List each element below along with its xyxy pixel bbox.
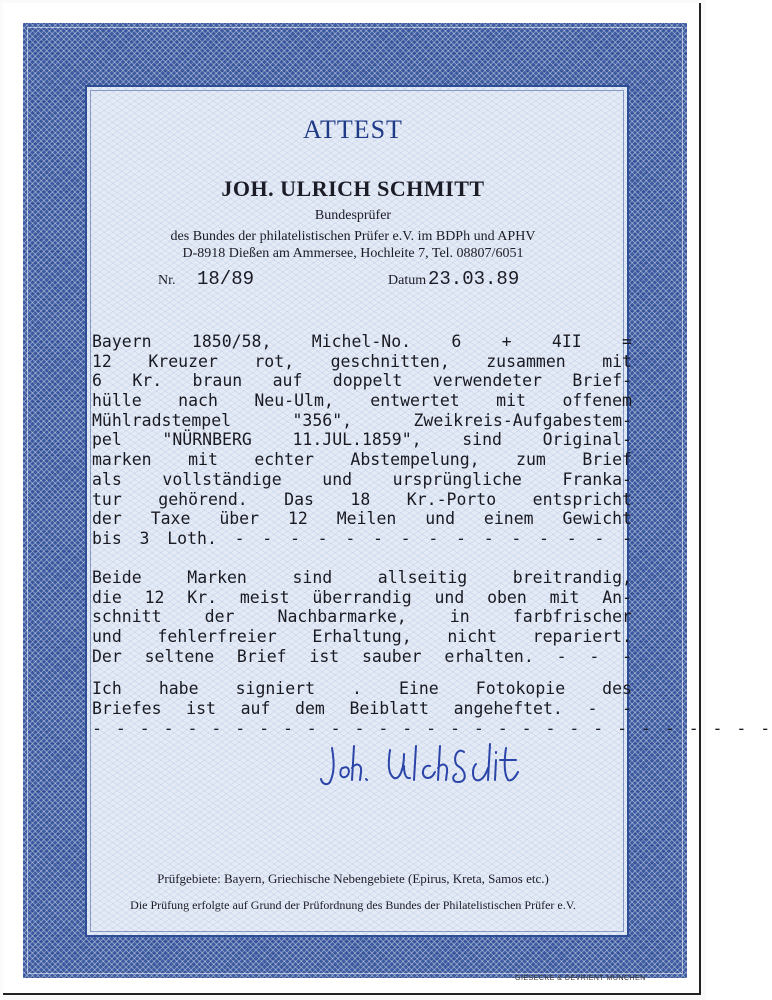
text-line: Briefes ist auf dem Beiblatt angeheftet. - - <box>92 698 632 718</box>
text-line: Mühlradstempel "356", Zweikreis-Aufgabestem- <box>92 410 632 430</box>
text-line: bis 3 Loth. - - - - - - - - - - - - - - - <box>92 528 632 548</box>
signature-paragraph <box>92 679 632 718</box>
certificate-number: 18/89 <box>197 268 255 290</box>
text-line: schnitt der Nachbarmarke, in farbfrischer <box>92 607 632 627</box>
text-line: Ich habe signiert . Eine Fotokopie des <box>92 679 632 698</box>
examiner-association: des Bundes der philatelistischen Prüfer e.V. im BDPh und APHV <box>170 229 536 244</box>
certificate-number-label: Nr. <box>158 273 176 288</box>
dash-filler-line: - - - - - - - - - - - - - - - - - - - - - - - - - - - - - <box>92 719 772 738</box>
text-line: hülle nach Neu-Ulm, entwertet mit offenem <box>92 391 632 411</box>
text-line: 12 Kreuzer rot, geschnitten, zusammen mit <box>92 351 632 371</box>
examiner-role: Bundesprüfer <box>314 208 392 223</box>
text-line: tur gehörend. Das 18 Kr.-Porto entspricht <box>92 489 632 509</box>
text-line: marken mit echter Abstempelung, zum Brief <box>92 450 632 470</box>
text-line: und fehlerfreier Erhaltung, nicht repariert. <box>92 627 632 647</box>
description-paragraph <box>92 332 632 549</box>
printer-imprint: GIESECKE & DEVRIENT MÜNCHEN <box>515 975 646 982</box>
text-line: Bayern 1850/58, Michel-No. 6 + 4II = <box>92 332 632 351</box>
text-line: pel "NÜRNBERG 11.JUL.1859", sind Original- <box>92 430 632 450</box>
condition-paragraph <box>92 568 632 666</box>
date-label: Datum <box>388 273 427 288</box>
examiner-name: JOH. ULRICH SCHMITT <box>221 176 485 201</box>
text-line: als vollständige und ursprüngliche Franka- <box>92 469 632 489</box>
text-line: Beide Marken sind allseitig breitrandig, <box>92 568 632 587</box>
handwritten-signature <box>318 738 528 790</box>
examination-rules-note: Die Prüfung erfolgte auf Grund der Prüfordnung des Bundes der Philatelistischen Prüfer e.V. <box>130 898 576 912</box>
text-line: der Taxe über 12 Meilen und einem Gewicht <box>92 509 632 529</box>
text-line: 6 Kr. braun auf doppelt verwendeter Brief- <box>92 371 632 391</box>
text-line: die 12 Kr. meist überrandig und oben mit An- <box>92 587 632 607</box>
certificate-title: ATTEST <box>303 115 403 144</box>
text-line: Der seltene Brief ist sauber erhalten. - - - <box>92 646 632 666</box>
certificate-date: 23.03.89 <box>428 268 520 290</box>
examination-areas: Prüfgebiete: Bayern, Griechische Nebengebiete (Epirus, Kreta, Samos etc.) <box>157 871 549 886</box>
examiner-address: D-8918 Dießen am Ammersee, Hochleite 7, Tel. 08807/6051 <box>182 246 524 261</box>
